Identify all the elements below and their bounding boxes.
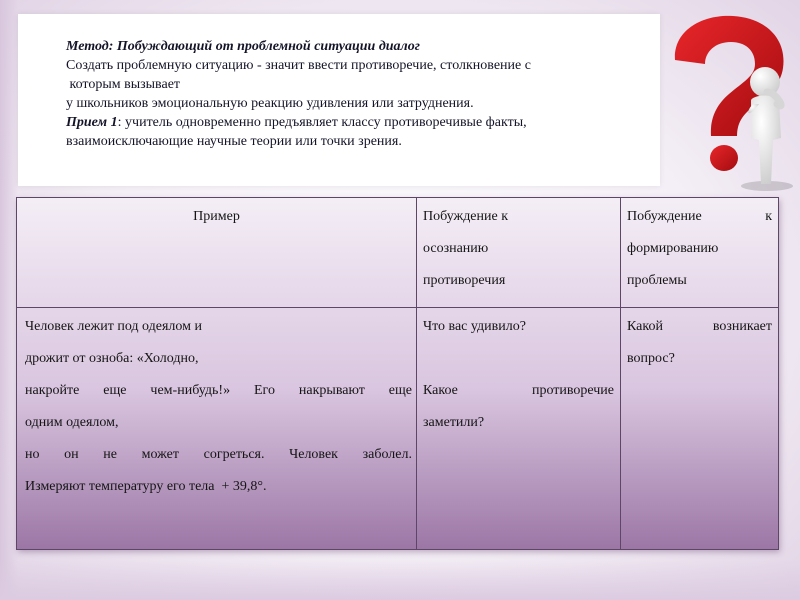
example-line-2: дрожит от озноба: «Холодно,: [25, 351, 199, 366]
header-contradiction: [417, 198, 621, 308]
example-cell: [17, 308, 417, 550]
intro-line-2: Создать проблемную ситуацию - значит ввести противоречие, столкновение с: [66, 58, 531, 73]
question-surprised: Что вас удивило?: [423, 319, 526, 334]
technique-text: : учитель одновременно предъявляет классу противоречивые факты,: [117, 115, 527, 130]
question-problem-line-2: вопрос?: [627, 351, 675, 366]
table-header-row: [17, 198, 779, 308]
technique-label: Прием 1: [66, 115, 118, 130]
intro-line-3: которым вызывает: [66, 77, 181, 92]
example-line-6: Измеряют температуру его тела + 39,8°.: [25, 479, 267, 494]
technique-line: [66, 113, 666, 132]
header-contradiction-line-3: противоречия: [423, 273, 506, 288]
header-problem-line-2: формированию: [627, 241, 719, 256]
header-contradiction-line-1: Побуждение к: [423, 209, 509, 224]
method-title: Метод: Побуждающий от проблемной ситуации диалог: [66, 39, 420, 54]
header-problem: [621, 198, 779, 308]
intro-text: [66, 37, 666, 151]
example-line-5: но он не может согреться. Человек заболел.: [25, 447, 412, 462]
question-mark-figure-icon: [655, 8, 800, 193]
header-problem-line-3: проблемы: [627, 273, 687, 288]
intro-line-6: взаимоисключающие научные теории или точки зрения.: [66, 134, 402, 149]
question-contradiction-line-1: Какое противоречие: [423, 383, 614, 398]
intro-line-4: у школьников эмоциональную реакцию удивления или затруднения.: [66, 96, 474, 111]
problem-prompt-cell: [621, 308, 779, 550]
question-contradiction-line-2: заметили?: [423, 415, 485, 430]
table-grid: [16, 197, 779, 550]
header-example-label: Пример: [193, 209, 240, 224]
example-line-4: одним одеялом,: [25, 415, 119, 430]
table-body-row: [17, 308, 779, 550]
comparison-table: [16, 197, 778, 549]
question-problem-line-1: Какой возникает: [627, 319, 772, 334]
contradiction-prompt-cell: [417, 308, 621, 550]
header-problem-line-1: Побуждение к: [627, 209, 772, 224]
example-line-3: накройте еще чем-нибудь!» Его накрывают еще: [25, 383, 412, 398]
example-line-1: Человек лежит под одеялом и: [25, 319, 202, 334]
slide-background-bottom: [0, 560, 800, 600]
header-contradiction-line-2: осознанию: [423, 241, 489, 256]
header-example: [17, 198, 417, 308]
